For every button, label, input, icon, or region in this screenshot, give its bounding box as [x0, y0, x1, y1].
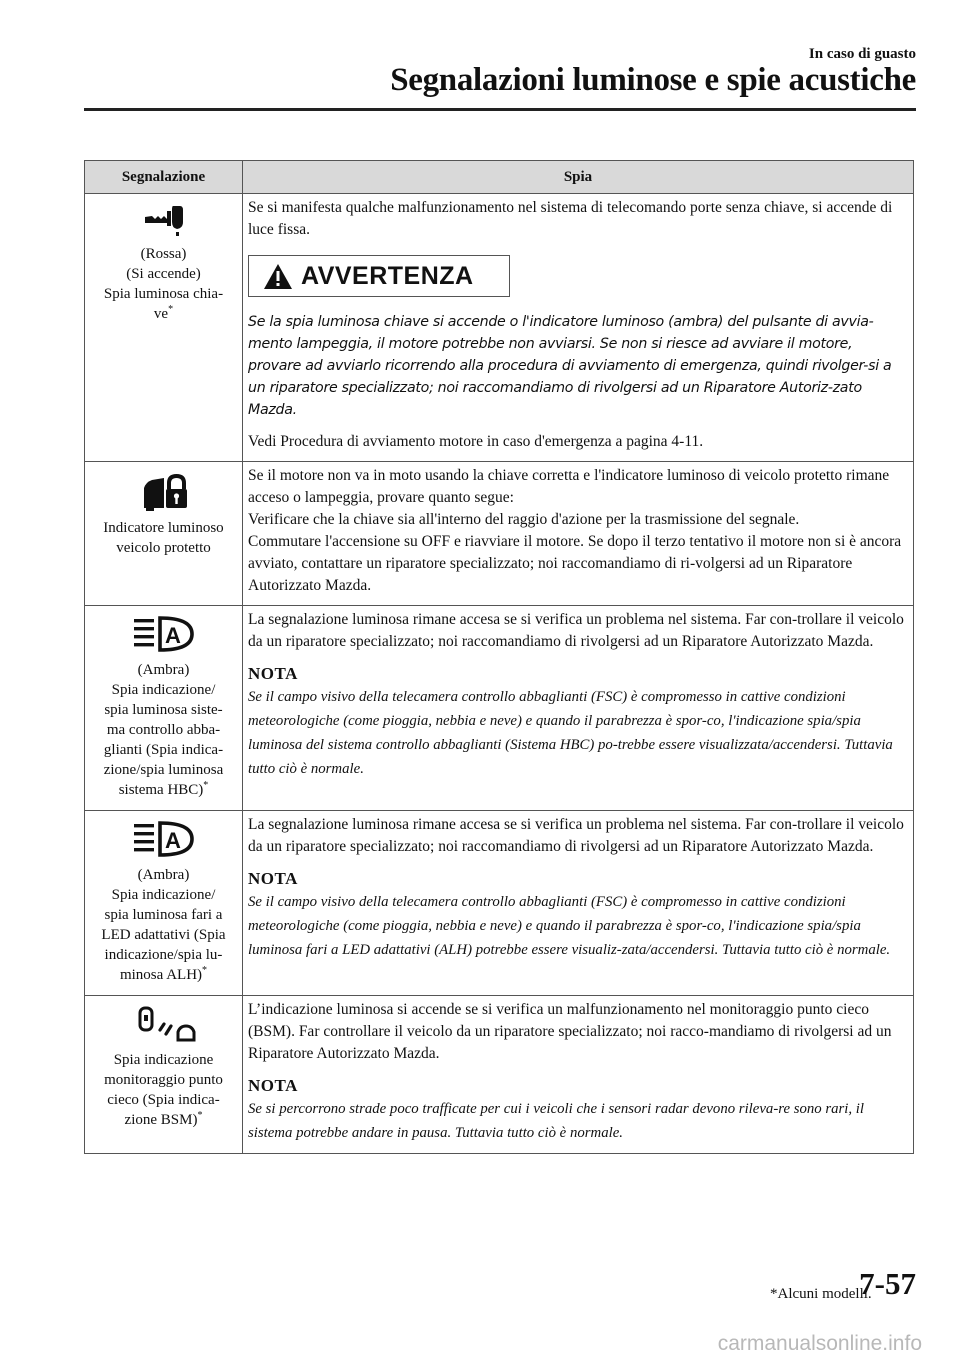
light-description-cell	[243, 194, 914, 462]
note-label: NOTA	[248, 1076, 298, 1095]
description-text: La segnalazione luminosa rimane accesa se si verifica un problema nel sistema. Far con-trollare il veicolo da un riparatore specializzato; noi raccomandiamo di rivolgersi ad un Riparatore Autorizzato Mazda.	[248, 611, 904, 650]
table-row	[85, 811, 914, 996]
watermark: carmanualsonline.info	[717, 1332, 922, 1355]
table-row	[85, 606, 914, 811]
signal-label: (Rossa) (Si accende) Spia luminosa chia- ve*	[103, 246, 224, 322]
page-number: 7-57	[859, 1266, 916, 1301]
note-text: Se si percorrono strade poco trafficate per cui i veicoli che i sensori radar devono rileva-re sono rari, il sistema potrebbe andare in pausa. Tuttavia tutto ciò è normale.	[248, 1101, 865, 1141]
description-text: Se il motore non va in moto usando la chiave corretta e l'indicatore luminoso di veicolo protetto rimane acceso o lampeggia, provare quanto segue: Verificare che la chiave sia all'interno del raggio d'azione per la trasmissione del segnale. Commutare l'accensione su OFF e riavviare il motore. Se dopo il terzo tentativo il motore non si è ancora avviato, contattare un riparatore specializzato; noi raccomandiamo di ri-volgersi ad un Riparatore Autorizzato Mazda.	[248, 467, 902, 594]
page-title: Segnalazioni luminose e spie acustiche	[390, 62, 916, 98]
key-warning-icon	[143, 202, 185, 238]
warning-box	[248, 255, 510, 297]
signal-label: (Ambra) Spia indicazione/ spia luminosa siste- ma controllo abba- glianti (Spia indica- zione/spia luminosa sistema HBC)*	[103, 662, 224, 798]
description-text: Se si manifesta qualche malfunzionamento nel sistema di telecomando porte senza chiave, si accende di luce fissa.	[248, 199, 893, 238]
signal-label: Indicatore luminoso veicolo protetto	[103, 520, 224, 556]
signal-cell	[85, 811, 243, 996]
signal-cell	[85, 462, 243, 606]
table-header-row	[85, 161, 914, 194]
note-text: Se il campo visivo della telecamera controllo abbaglianti (FSC) è compromesso in cattive condizioni meteorologiche (come pioggia, nebbia e neve) e quando il parabrezza è spor-co, l'indicazione spia/spia luminosa fari a LED adattativi (ALH) potrebbe essere visualiz-zata/accendersi. Tuttavia tutto ciò è normale.	[248, 894, 891, 958]
description-text: L’indicazione luminosa si accende se si verifica un malfunzionamento nel monitoraggio punto cieco (BSM). Far controllare il veicolo da un riparatore specializzato; noi racco-mandiamo di rivolgersi ad un Riparatore Autorizzato Mazda.	[248, 1001, 892, 1062]
section-title: In caso di guasto	[808, 46, 916, 62]
light-description-cell	[243, 996, 914, 1154]
auto-headlight-icon	[132, 614, 196, 654]
reference-text: Vedi Procedura di avviamento motore in caso d'emergenza a pagina 4-11.	[248, 433, 704, 450]
signal-label: (Ambra) Spia indicazione/ spia luminosa fari a LED adattativi (Spia indicazione/spia lu- minosa ALH)*	[101, 867, 226, 983]
light-description-cell	[243, 462, 914, 606]
table-row	[85, 996, 914, 1154]
warning-text: Se la spia luminosa chiave si accende o l'indicatore luminoso (ambra) del pulsante di avvia-mento lampeggia, il motore potrebbe non avviarsi. Se non si riesce ad avviare il motore, provare ad avviarlo ricorrendo alla procedura di avviamento di emergenza, quindi rivolger-si a un riparatore specializzato; noi raccomandiamo di rivolgersi ad un Riparatore Autoriz-zato Mazda.	[248, 314, 892, 418]
description-text: La segnalazione luminosa rimane accesa se si verifica un problema nel sistema. Far con-trollare il veicolo da un riparatore specializzato; noi raccomandiamo di rivolgersi ad un Riparatore Autorizzato Mazda.	[248, 816, 904, 855]
signal-cell	[85, 606, 243, 811]
signal-cell	[85, 996, 243, 1154]
column-header-light: Spia	[243, 161, 914, 194]
light-description-cell	[243, 811, 914, 996]
warning-triangle-icon	[263, 263, 293, 290]
header-divider	[84, 108, 916, 111]
column-header-signal: Segnalazione	[85, 161, 243, 194]
svg-text:A: A	[164, 623, 181, 648]
svg-text:A: A	[164, 828, 181, 853]
signal-label: Spia indicazione monitoraggio punto cieco (Spia indica- zione BSM)*	[104, 1052, 223, 1128]
table-row	[85, 194, 914, 462]
light-description-cell	[243, 606, 914, 811]
blind-spot-icon	[132, 1004, 196, 1044]
security-indicator-icon	[140, 470, 188, 512]
note-text: Se il campo visivo della telecamera controllo abbaglianti (FSC) è compromesso in cattive condizioni meteorologiche (come pioggia, nebbia e neve) e quando il parabrezza è spor-co, l'indicazione spia/spia luminosa del sistema controllo abbaglianti (Sistema HBC) po-trebbe essere visualizzata/accendersi. Tuttavia tutto ciò è normale.	[248, 689, 893, 777]
warning-label: AVVERTENZA	[301, 262, 474, 290]
note-label: NOTA	[248, 664, 298, 683]
warning-lights-table	[84, 160, 914, 1154]
auto-headlight-icon	[132, 819, 196, 859]
signal-cell	[85, 194, 243, 462]
note-label: NOTA	[248, 869, 298, 888]
table-row	[85, 462, 914, 606]
footnote: *Alcuni modelli.	[770, 1286, 872, 1302]
